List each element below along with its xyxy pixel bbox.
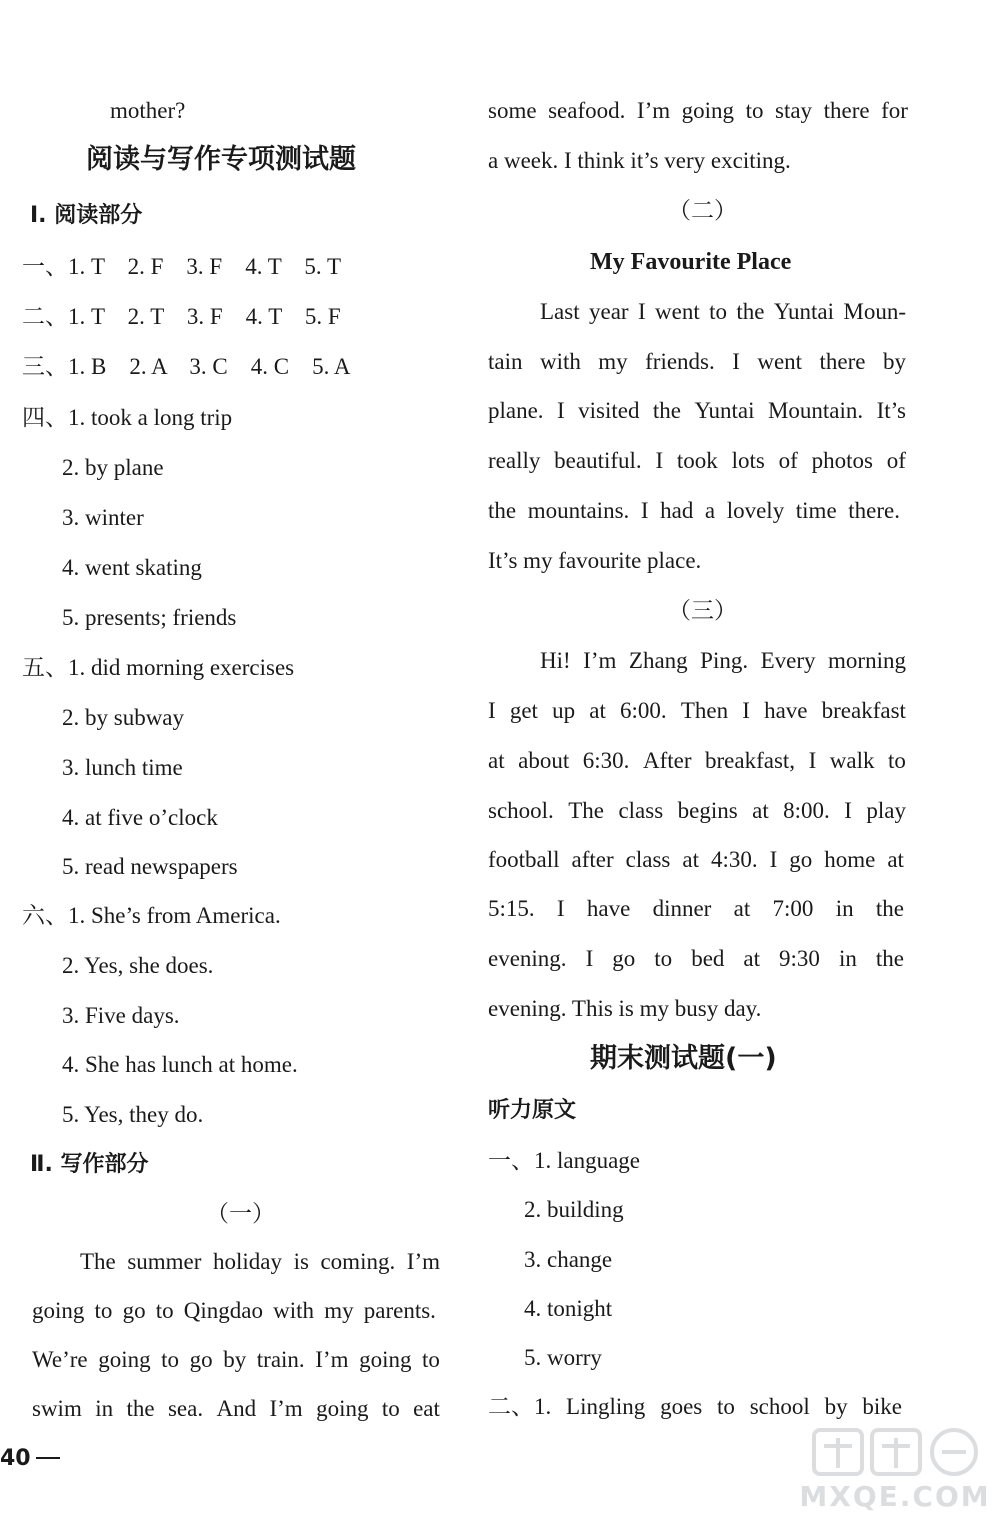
answer-line: 5. presents; friends: [62, 605, 237, 630]
word: walk: [829, 748, 875, 773]
answer-line: 五、1. did morning exercises: [22, 655, 295, 680]
word: go: [122, 1298, 146, 1323]
word: We’re: [32, 1347, 88, 1372]
word: going: [32, 1298, 85, 1323]
word: 7:00: [772, 896, 814, 921]
word: class: [625, 847, 671, 872]
word: my: [324, 1298, 354, 1323]
word: visited: [578, 398, 640, 423]
subsection-label: （三）: [668, 598, 737, 623]
word: dinner: [652, 896, 712, 921]
part-heading-writing: Ⅱ. 写作部分: [30, 1152, 149, 1177]
word: of: [778, 448, 798, 473]
word: in: [835, 896, 854, 921]
word: I’m: [269, 1396, 303, 1421]
word: after: [571, 847, 614, 872]
paragraph-line: [32, 1345, 440, 1375]
watermark-logo-icon: [812, 1424, 982, 1478]
word: get: [509, 698, 538, 723]
word: seafood.: [548, 98, 626, 123]
word: Ping.: [700, 648, 749, 673]
word: to: [94, 1298, 113, 1323]
answer-line: 2. by subway: [62, 705, 185, 730]
word: I: [844, 798, 852, 823]
word: lovely: [726, 498, 785, 523]
word: begins: [677, 798, 738, 823]
paragraph-line: [488, 446, 906, 476]
answer-line: 三、1. B 2. A 3. C 4. C 5. A: [22, 354, 351, 379]
word: friends.: [645, 349, 715, 374]
word: to: [155, 1298, 174, 1323]
answer-line: 5. Yes, they do.: [62, 1102, 204, 1127]
watermark: [792, 1418, 998, 1513]
word: I: [637, 299, 646, 324]
word: I’m: [583, 648, 617, 673]
word: at: [682, 847, 699, 872]
answer-line: 二、1. T 2. T 3. F 4. T 5. F: [22, 304, 341, 329]
word: in: [95, 1396, 114, 1421]
paragraph-line: [540, 646, 906, 676]
word: going: [359, 1347, 412, 1372]
word: plane.: [488, 398, 544, 423]
text-line: mother?: [110, 98, 186, 123]
word: to: [717, 1394, 735, 1419]
word: the: [652, 398, 681, 423]
paragraph-line: [488, 496, 900, 526]
word: the: [736, 299, 765, 324]
answer-line: 四、1. took a long trip: [22, 405, 233, 430]
word: class: [618, 798, 664, 823]
word: I: [488, 698, 496, 723]
paragraph-line: [488, 746, 906, 776]
word: I: [556, 896, 565, 921]
word: with: [539, 349, 581, 374]
word: 二、1.: [488, 1394, 552, 1419]
word: I’m: [406, 1249, 440, 1274]
answer-line: 5. read newspapers: [62, 854, 238, 879]
paragraph-line: [488, 796, 906, 826]
word: And: [216, 1396, 257, 1421]
answer-line: 一、1. T 2. F 3. F 4. T 5. T: [22, 254, 342, 279]
word: school: [749, 1394, 810, 1419]
word: Hi!: [540, 648, 571, 673]
word: 4:30.: [710, 847, 758, 872]
word: at: [589, 698, 606, 723]
paragraph-line: [488, 696, 906, 726]
word: I: [769, 847, 778, 872]
word: the: [875, 896, 904, 921]
answer-line: 4. at five o’clock: [62, 805, 218, 830]
word: going: [681, 98, 735, 123]
word: play: [866, 798, 906, 823]
word: I: [808, 748, 817, 773]
word: by: [223, 1347, 247, 1372]
word: go: [189, 1347, 213, 1372]
word: going: [316, 1396, 369, 1421]
word: Lingling: [566, 1394, 646, 1419]
subsection-label: （一）: [206, 1201, 275, 1226]
answer-line: 六、1. She’s from America.: [22, 903, 281, 928]
word: Qingdao: [183, 1298, 264, 1323]
word: go: [612, 946, 636, 971]
paragraph-line: [488, 845, 904, 875]
word: Yuntai: [773, 299, 834, 324]
word: to: [161, 1347, 180, 1372]
watermark-text: MXQE.COM: [799, 1480, 991, 1513]
paragraph-line: [80, 1247, 440, 1277]
word: my: [598, 349, 628, 374]
part-heading-reading: Ⅰ. 阅读部分: [30, 203, 143, 228]
word: about: [518, 748, 570, 773]
word: morning: [828, 648, 906, 673]
word: bike: [862, 1394, 902, 1419]
paragraph-line: [32, 1296, 436, 1326]
word: coming.: [320, 1249, 396, 1274]
word: going: [98, 1347, 151, 1372]
word: took: [676, 448, 718, 473]
word: train.: [256, 1347, 305, 1372]
answer-line: 4. went skating: [62, 555, 202, 580]
paragraph-line: [488, 894, 904, 924]
paragraph-line: It’s my favourite place.: [488, 548, 702, 573]
word: Mountain.: [767, 398, 864, 423]
word: by: [824, 1394, 848, 1419]
word: football: [488, 847, 560, 872]
word: I: [640, 498, 649, 523]
word: at: [887, 847, 904, 872]
answer-line: 4. She has lunch at home.: [62, 1052, 298, 1077]
word: at: [743, 946, 761, 971]
page-number-dash: [36, 1457, 60, 1459]
word: at: [488, 748, 505, 773]
word: tain: [488, 349, 523, 374]
word: The: [80, 1249, 116, 1274]
word: by: [882, 349, 906, 374]
answer-line: 一、1. language: [488, 1148, 641, 1173]
word: photos: [811, 448, 873, 473]
paragraph-line: [540, 297, 906, 327]
word: really: [488, 448, 541, 473]
word: After: [642, 748, 692, 773]
word: eat: [413, 1396, 440, 1421]
word: school.: [488, 798, 554, 823]
word: I’m: [315, 1347, 349, 1372]
word: to: [654, 946, 673, 971]
section-title: 阅读与写作专项测试题: [86, 144, 356, 175]
word: with: [273, 1298, 315, 1323]
word: I: [655, 448, 664, 473]
word: parents.: [363, 1298, 436, 1323]
word: beautiful.: [554, 448, 642, 473]
word: The: [568, 798, 605, 823]
word: 5:15.: [488, 896, 535, 921]
word: I: [557, 398, 565, 423]
word: breakfast: [821, 698, 906, 723]
word: It’s: [876, 398, 906, 423]
answer-line: 3. change: [524, 1247, 613, 1272]
word: Moun-: [843, 299, 906, 324]
word: Zhang: [628, 648, 688, 673]
page-number: 40: [0, 1446, 31, 1471]
word: Every: [760, 648, 816, 673]
word: swim: [32, 1396, 82, 1421]
answer-line: 5. worry: [524, 1345, 602, 1370]
paragraph-line: [488, 347, 906, 377]
word: had: [660, 498, 694, 523]
word: Then: [680, 698, 729, 723]
essay-heading: My Favourite Place: [590, 249, 792, 275]
word: bed: [691, 946, 725, 971]
word: there: [823, 98, 870, 123]
word: for: [881, 98, 908, 123]
word: summer: [127, 1249, 202, 1274]
word: at: [733, 896, 751, 921]
word: time: [795, 498, 837, 523]
word: to: [709, 299, 728, 324]
word: of: [886, 448, 906, 473]
subsection-label: （二）: [668, 198, 737, 223]
word: went: [655, 299, 700, 324]
word: sea.: [167, 1396, 204, 1421]
word: home: [824, 847, 876, 872]
word: go: [789, 847, 813, 872]
word: the: [126, 1396, 155, 1421]
word: to: [745, 98, 764, 123]
word: a: [704, 498, 716, 523]
word: lots: [731, 448, 765, 473]
word: I: [585, 946, 594, 971]
paragraph-line: [32, 1394, 440, 1424]
answer-line: 3. lunch time: [62, 755, 183, 780]
paragraph-line: a week. I think it’s very exciting.: [488, 148, 791, 173]
paragraph-line: [488, 396, 906, 426]
word: 9:30: [779, 946, 820, 971]
word: some: [488, 98, 537, 123]
paragraph-line: evening. This is my busy day.: [488, 996, 762, 1021]
word: to: [888, 748, 906, 773]
word: 8:00.: [783, 798, 830, 823]
word: went: [757, 349, 803, 374]
word: I: [732, 349, 740, 374]
answer-line: 3. winter: [62, 505, 144, 530]
answer-line: 2. Yes, she does.: [62, 953, 214, 978]
word: have: [764, 698, 808, 723]
word: Last: [540, 299, 580, 324]
word: stay: [775, 98, 813, 123]
word: there: [819, 349, 866, 374]
word: mountains.: [527, 498, 630, 523]
paragraph-line: [488, 96, 908, 126]
answer-line: 3. Five days.: [62, 1003, 180, 1028]
word: holiday: [213, 1249, 282, 1274]
word: 6:00.: [620, 698, 667, 723]
word: to: [422, 1347, 440, 1372]
answer-line: 4. tonight: [524, 1296, 613, 1321]
word: 6:30.: [582, 748, 630, 773]
answer-line: 2. by plane: [62, 455, 164, 480]
word: goes: [660, 1394, 703, 1419]
word: have: [586, 896, 631, 921]
word: I: [742, 698, 750, 723]
part-heading-listening: 听力原文: [488, 1098, 577, 1123]
word: up: [552, 698, 576, 723]
answer-line: 2. building: [524, 1197, 624, 1222]
word: I’m: [636, 98, 671, 123]
paragraph-line: [488, 944, 904, 974]
word: year: [589, 299, 629, 324]
word: the: [875, 946, 904, 971]
word: evening.: [488, 946, 567, 971]
word: to: [381, 1396, 400, 1421]
word: there.: [848, 498, 900, 523]
word: at: [752, 798, 769, 823]
word: is: [293, 1249, 309, 1274]
word: the: [488, 498, 517, 523]
word: in: [838, 946, 857, 971]
section-title: 期末测试题(一): [590, 1043, 777, 1074]
word: breakfast,: [705, 748, 796, 773]
word: Yuntai: [694, 398, 755, 423]
